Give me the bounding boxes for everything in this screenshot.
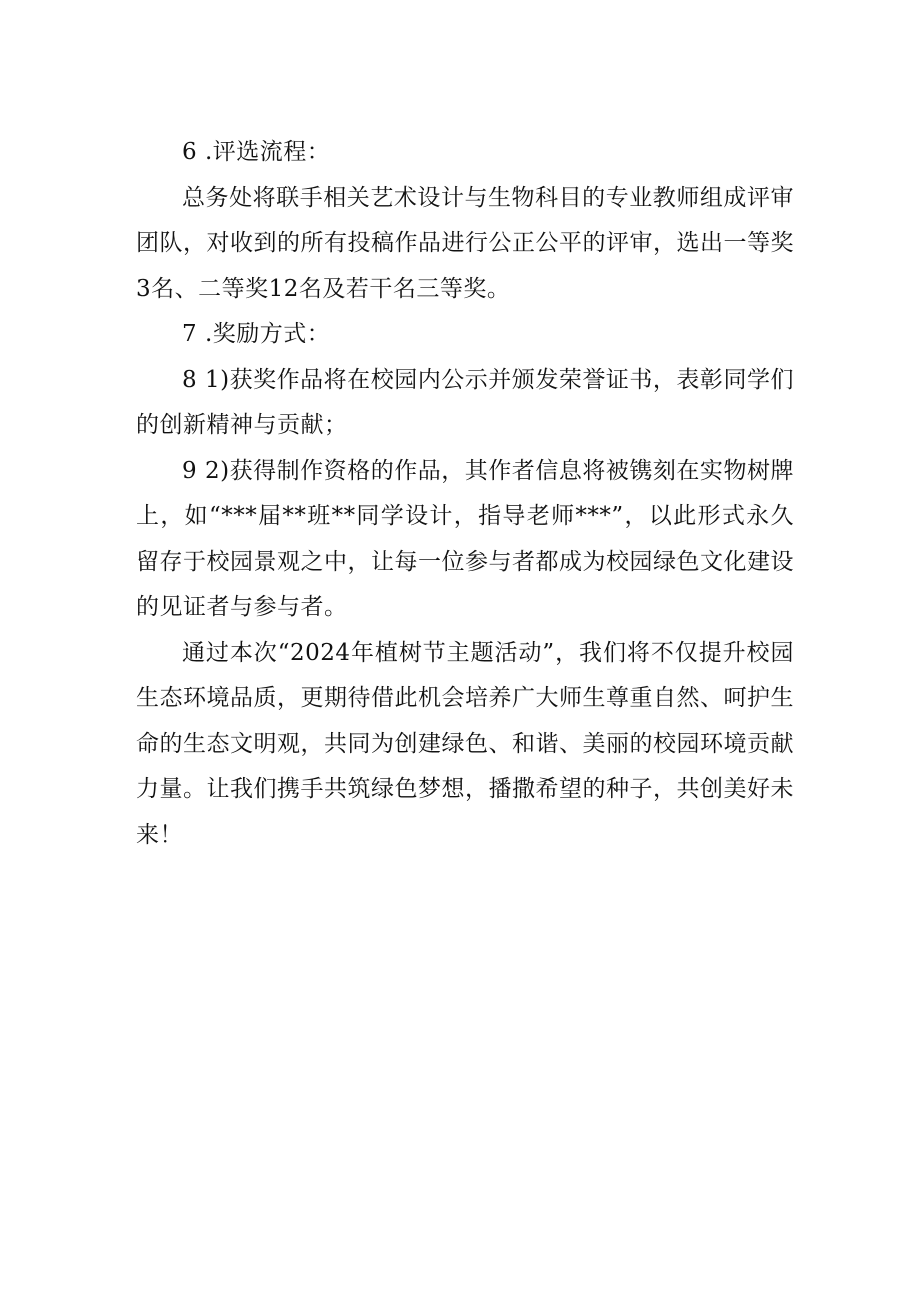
paragraph-reward-2: 9 2)获得制作资格的作品，其作者信息将被镌刻在实物树牌上，如“***届**班**同学设计，指导老师***”，以此形式永久留存于校园景观之中，让每一位参与者都成为校园绿色文化建设的见证者与参与者。 [136,457,794,620]
document-body [136,130,794,858]
section-heading-selection-process: 6 .评选流程： [182,139,331,165]
paragraph-selection-process: 总务处将联手相关艺术设计与生物科目的专业教师组成评审团队，对收到的所有投稿作品进行公正公平的评审，选出一等奖3名、二等奖12名及若干名三等奖。 [136,184,794,302]
paragraph-closing: 通过本次“2024年植树节主题活动”，我们将不仅提升校园生态环境品质，更期待借此机会培养广大师生尊重自然、呵护生命的生态文明观，共同为创建绿色、和谐、美丽的校园环境贡献力量。让我们携手共筑绿色梦想，播撒希望的种子，共创美好未来！ [136,639,794,848]
section-heading-rewards: 7 .奖励方式： [182,321,331,347]
paragraph-reward-1: 8 1)获奖作品将在校园内公示并颁发荣誉证书，表彰同学们的创新精神与贡献； [136,366,794,438]
